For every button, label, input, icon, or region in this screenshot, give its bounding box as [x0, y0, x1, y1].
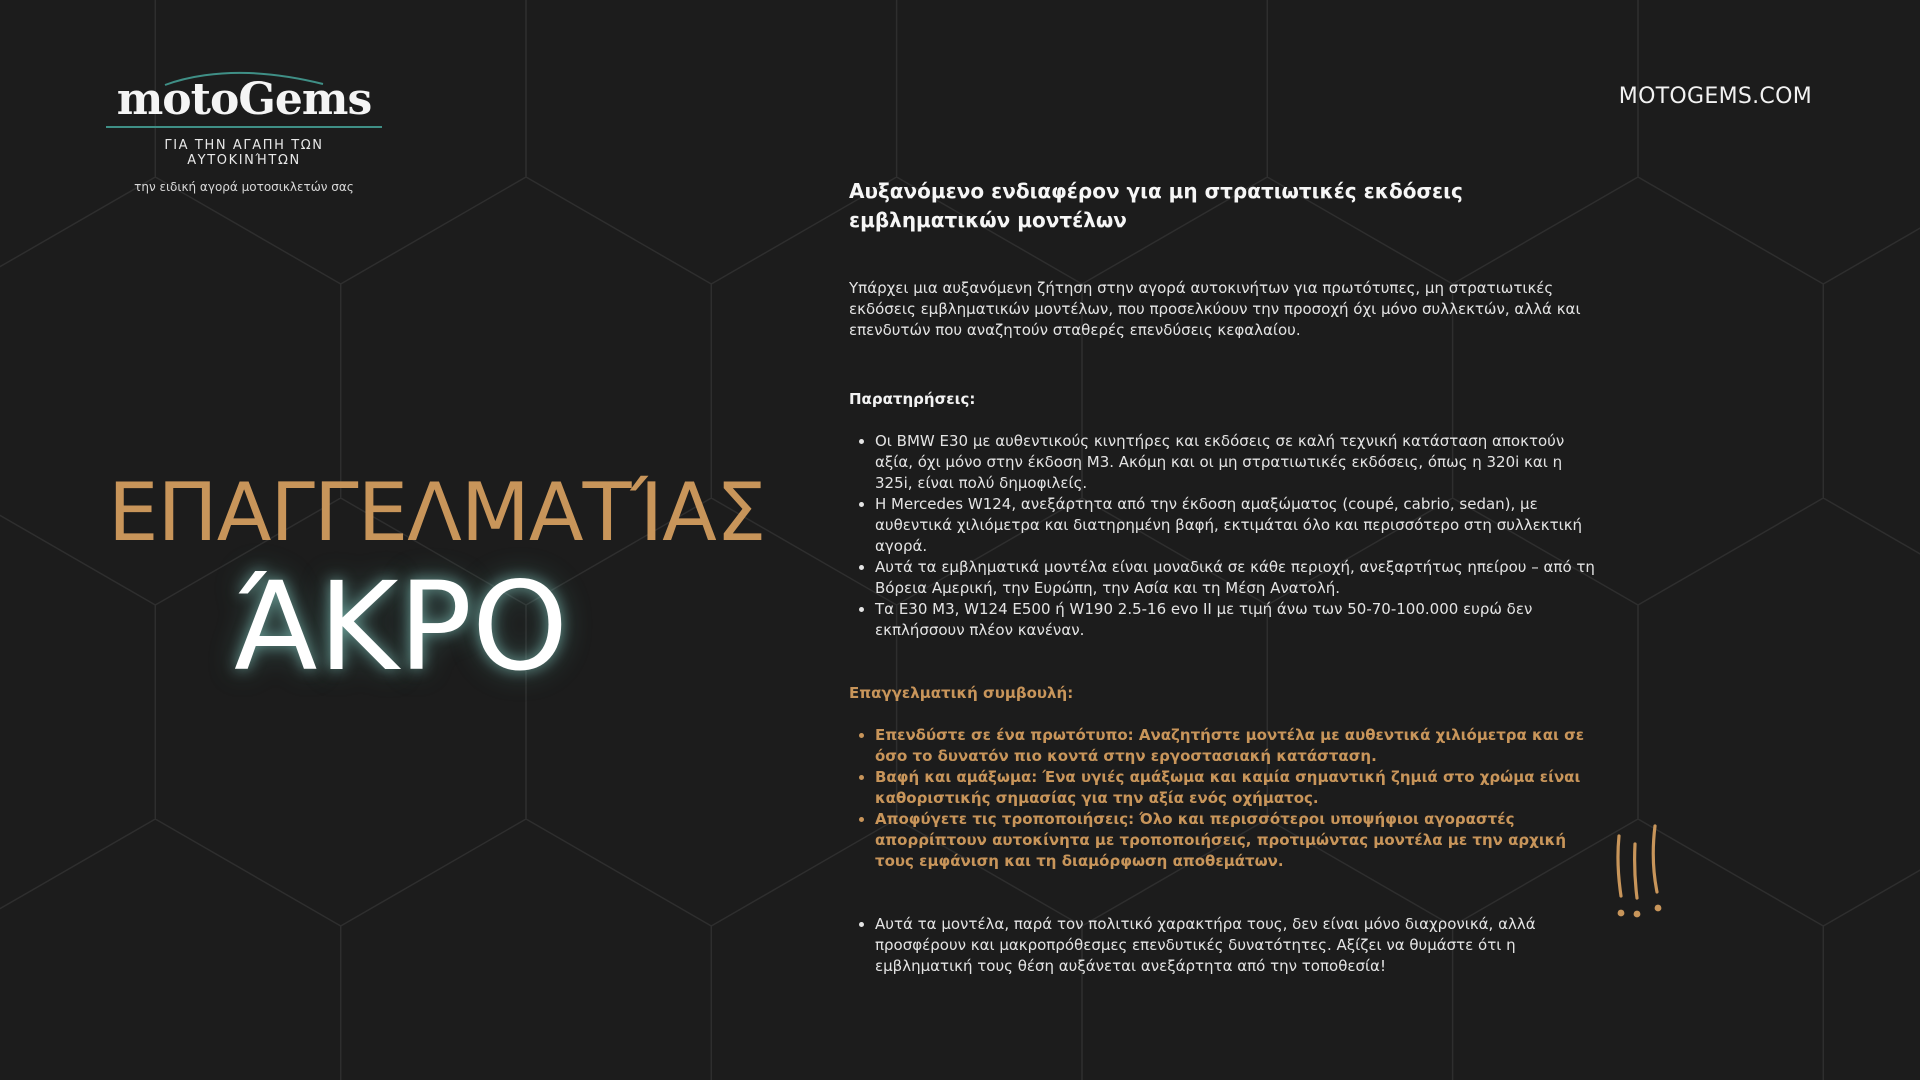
list-item: • Αυτά τα μοντέλα, παρά τον πολιτικό χαρακτήρα τους, δεν είναι μόνο διαχρονικά, αλλά προσφέρουν και μακροπρόθεσμες επενδυτικές δυνατότητες. Αξίζει να θυμάστε ότι η εμβληματική τους θέση αυξάνεται ανεξάρτητα από την τοποθεσία! [875, 914, 1555, 977]
brand-logo[interactable] [106, 70, 382, 194]
brand-subtitle: την ειδική αγορά μοτοσικλετών σας [134, 180, 354, 194]
list-item: • Τα E30 M3, W124 E500 ή W190 2.5-16 evo II με τιμή άνω των 50-70-100.000 ευρώ δεν εκπλήσσουν πλέον κανέναν. [875, 599, 1601, 641]
article-title: Αυξανόμενο ενδιαφέρον για μη στρατιωτικές εκδόσεις εμβληματικών μοντέλων [849, 179, 1463, 232]
site-url-link[interactable]: MOTOGEMS.COM [1618, 84, 1812, 109]
list-item: • Αυτά τα εμβληματικά μοντέλα είναι μοναδικά σε κάθε περιοχή, ανεξαρτήτως ηπείρου – από τη Βόρεια Αμερική, την Ευρώπη, την Ασία και τη Μέση Ανατολή. [875, 557, 1601, 599]
list-item: • Οι BMW E30 με αυθεντικούς κινητήρες και εκδόσεις σε καλή τεχνική κατάσταση αποκτούν αξία, όχι μόνο στην έκδοση M3. Ακόμη και οι μη στρατιωτικές εκδόσεις, όπως η 320i και η 325i, είναι πολύ δημοφιλείς. [875, 431, 1601, 494]
closing-list [849, 914, 1555, 977]
list-item: • Η Mercedes W124, ανεξάρτητα από την έκδοση αμαξώματος (coupé, cabrio, sedan), με αυθεντικά χιλιόμετρα και διατηρημένη βαφή, εκτιμάται όλο και περισσότερο στη συλλεκτική αγορά. [875, 494, 1601, 557]
brand-tagline: ΓΙΑ ΤΗΝ ΑΓΑΠΗ ΤΩΝ ΑΥΤΟΚΙΝΉΤΩΝ [164, 138, 324, 168]
pro-tip-heading: Επαγγελματική συμβουλή: [849, 684, 1074, 702]
exclamation-marks-icon [1612, 822, 1666, 924]
list-item: • Αποφύγετε τις τροποποιήσεις: Όλο και περισσότεροι υποψήφιοι αγοραστές απορρίπτουν αυτοκίνητα με τροποποιήσεις, προτιμώντας μοντέλα με την αρχική τους εμφάνιση και τη διαμόρφωση αποθεμάτων. [875, 809, 1601, 872]
pro-tip-list [849, 725, 1601, 872]
article-body [849, 177, 1601, 977]
brand-wordmark: motoGems [116, 74, 372, 125]
list-item: • Επενδύστε σε ένα πρωτότυπο: Αναζητήστε μοντέλα με αυθεντικά χιλιόμετρα και σε όσο το δυνατόν πιο κοντά στην εργοστασιακή κατάσταση. [875, 725, 1601, 767]
list-item: • Βαφή και αμάξωμα: Ένα υγιές αμάξωμα και καμία σημαντική ζημιά στο χρώμα είναι καθοριστικής σημασίας για την αξία ενός οχήματος. [875, 767, 1601, 809]
notes-list [849, 431, 1601, 641]
hero-heading-extreme: ΆΚΡΟ [234, 556, 569, 698]
notes-heading: Παρατηρήσεις: [849, 390, 976, 408]
brand-divider [106, 126, 382, 128]
article-intro: Υπάρχει μια αυξανόμενη ζήτηση στην αγορά αυτοκινήτων για πρωτότυπες, μη στρατιωτικές εκδόσεις εμβληματικών μοντέλων, που προσελκύουν την προσοχή όχι μόνο συλλεκτών, αλλά και επενδυτών που αναζητούν σταθερές επενδύσεις κεφαλαίου. [849, 279, 1581, 339]
hero-heading-professional: ΕΠΑΓΓΕΛΜΑΤΊΑΣ [108, 466, 766, 559]
